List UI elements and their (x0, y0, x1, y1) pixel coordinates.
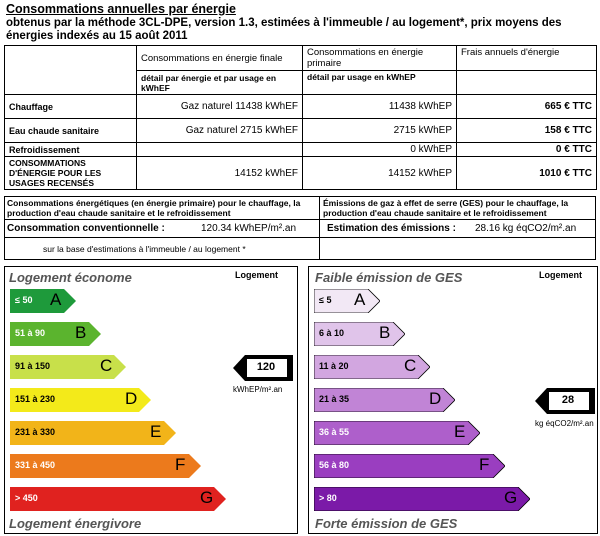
energy-class-letter: B (75, 323, 87, 342)
row-cost-value: 0 € TTC (457, 143, 597, 157)
estimated-emissions-value: 28.16 kg éqCO2/m².an (475, 223, 577, 234)
energy-class-range: > 450 (15, 493, 38, 503)
ges-indicator (535, 388, 595, 414)
ges-class-range: 6 à 10 (319, 328, 345, 338)
energy-label-bottom-title: Logement énergivore (9, 516, 142, 531)
summary-divider (319, 197, 320, 259)
row-final-value: Gaz naturel 11438 kWhEF (137, 95, 303, 119)
summary-energy-description: Consommations énergétiques (en énergie primaire) pour le chauffage, la production d'eau chaude sanitaire et le refroidissement (7, 198, 301, 218)
table-header-empty (5, 46, 137, 71)
conv-consumption-value: 120.34 kWhEP/m².an (201, 223, 297, 234)
summary-box (4, 196, 596, 260)
table-total-row (5, 157, 597, 190)
table-subheader-row (5, 71, 597, 95)
energy-class-bar-c (10, 355, 126, 379)
ges-class-letter: F (479, 455, 490, 474)
energy-class-bar-shape (10, 487, 226, 511)
energy-label-panel (4, 266, 298, 534)
energy-class-range: 91 à 150 (15, 361, 51, 371)
energy-class-letter: E (150, 422, 162, 441)
energy-class-range: 151 à 230 (15, 394, 56, 404)
row-label: Refroidissement (5, 143, 137, 157)
header-final-energy: Consommations en énergie finale (137, 46, 303, 71)
ges-class-bar-g (314, 487, 530, 511)
ges-class-range: 21 à 35 (319, 394, 350, 404)
summary-divider-h (5, 219, 595, 220)
ges-class-letter: E (454, 422, 466, 441)
ges-class-range: 11 à 20 (319, 361, 349, 371)
estimation-footnote: sur la base d'estimations à l'immeuble / au logement * (43, 244, 246, 254)
energy-class-bar-b (10, 322, 101, 346)
ges-class-bar-c (314, 355, 430, 379)
ges-class-range: 36 à 55 (319, 427, 350, 437)
energy-class-letter: G (200, 488, 214, 507)
subheader-primary-detail: détail par usage en kWhEP (303, 71, 457, 95)
row-final-value: 14152 kWhEF (137, 157, 303, 190)
energy-class-letter: A (50, 290, 62, 309)
ges-class-range: 56 à 80 (319, 460, 350, 470)
ges-class-bar-d (314, 388, 455, 412)
ges-label-bottom-title: Forte émission de GES (315, 516, 458, 531)
energy-class-range: 51 à 90 (15, 328, 46, 338)
table-subheader-empty (5, 71, 137, 95)
ges-logement-heading: Logement (539, 270, 583, 280)
ges-class-bar-a (314, 289, 380, 313)
energy-indicator (233, 355, 293, 381)
ges-class-letter: B (379, 323, 391, 342)
ges-class-letter: D (429, 389, 442, 408)
row-final-value (137, 143, 303, 157)
row-cost-value: 158 € TTC (457, 119, 597, 143)
energy-class-bar-d (10, 388, 151, 412)
energy-class-range: 231 à 330 (15, 427, 56, 437)
ges-indicator-value: 28 (561, 394, 575, 406)
ges-class-bar-f (314, 454, 505, 478)
energy-class-letter: C (100, 356, 113, 375)
ges-class-bar-shape (314, 487, 530, 511)
summary-divider-h2 (5, 237, 595, 238)
energy-class-bar-g (10, 487, 226, 511)
energy-logement-heading: Logement (235, 270, 279, 280)
row-primary-value: 0 kWhEP (303, 143, 457, 157)
row-label: Eau chaude sanitaire (5, 119, 137, 143)
energy-class-range: 331 à 450 (15, 460, 56, 470)
ges-label-panel (308, 266, 598, 534)
energy-label-top-title: Logement économe (9, 270, 132, 285)
header-annual-cost: Frais annuels d'énergie (457, 46, 597, 71)
energy-class-bar-e (10, 421, 176, 445)
ges-class-letter: G (504, 488, 518, 507)
energy-indicator-value: 120 (256, 361, 276, 373)
header-primary-energy: Consommations en énergie primaire (303, 46, 457, 71)
energy-class-range: ≤ 50 (15, 295, 33, 305)
energy-class-letter: D (125, 389, 138, 408)
subheader-cost-empty (457, 71, 597, 95)
row-final-value: Gaz naturel 2715 kWhEF (137, 119, 303, 143)
energy-unit: kWhEP/m².an (233, 385, 283, 394)
ges-label-top-title: Faible émission de GES (315, 270, 463, 285)
energy-class-bar-a (10, 289, 76, 313)
consumption-table (4, 45, 597, 190)
subheader-final-detail: détail par énergie et par usage en kWhEF (137, 71, 303, 95)
row-primary-value: 2715 kWhEP (303, 119, 457, 143)
section-subtitle: obtenus par la méthode 3CL-DPE, version 1.3, estimées à l'immeuble / au logement*, prix moyens des énergies indexés au 15 août 2011 (6, 17, 562, 42)
table-row (5, 143, 597, 157)
table-header-row (5, 46, 597, 71)
row-cost-value: 665 € TTC (457, 95, 597, 119)
ges-unit: kg éqCO2/m².an (535, 419, 594, 428)
row-primary-value: 11438 kWhEP (303, 95, 457, 119)
row-cost-value: 1010 € TTC (457, 157, 597, 190)
energy-class-bar-f (10, 454, 201, 478)
ges-class-range: > 80 (319, 493, 337, 503)
ges-class-letter: A (354, 290, 366, 309)
row-label: CONSOMMATIONS D'ÉNERGIE POUR LES USAGES RECENSÉS (5, 157, 137, 190)
row-primary-value: 14152 kWhEP (303, 157, 457, 190)
ges-class-bar-e (314, 421, 480, 445)
section-title: Consommations annuelles par énergie (6, 2, 236, 16)
conv-consumption-label: Consommation conventionnelle : (7, 223, 165, 234)
summary-ges-description: Émissions de gaz à effet de serre (GES) pour le chauffage, la production d'eau chaude sanitaire et le refroidissement (323, 198, 569, 218)
ges-class-bar-b (314, 322, 405, 346)
energy-class-letter: F (175, 455, 186, 474)
ges-class-letter: C (404, 356, 417, 375)
ges-class-range: ≤ 5 (319, 295, 332, 305)
table-row (5, 119, 597, 143)
row-label: Chauffage (5, 95, 137, 119)
table-row (5, 95, 597, 119)
estimated-emissions-label: Estimation des émissions : (327, 223, 456, 234)
